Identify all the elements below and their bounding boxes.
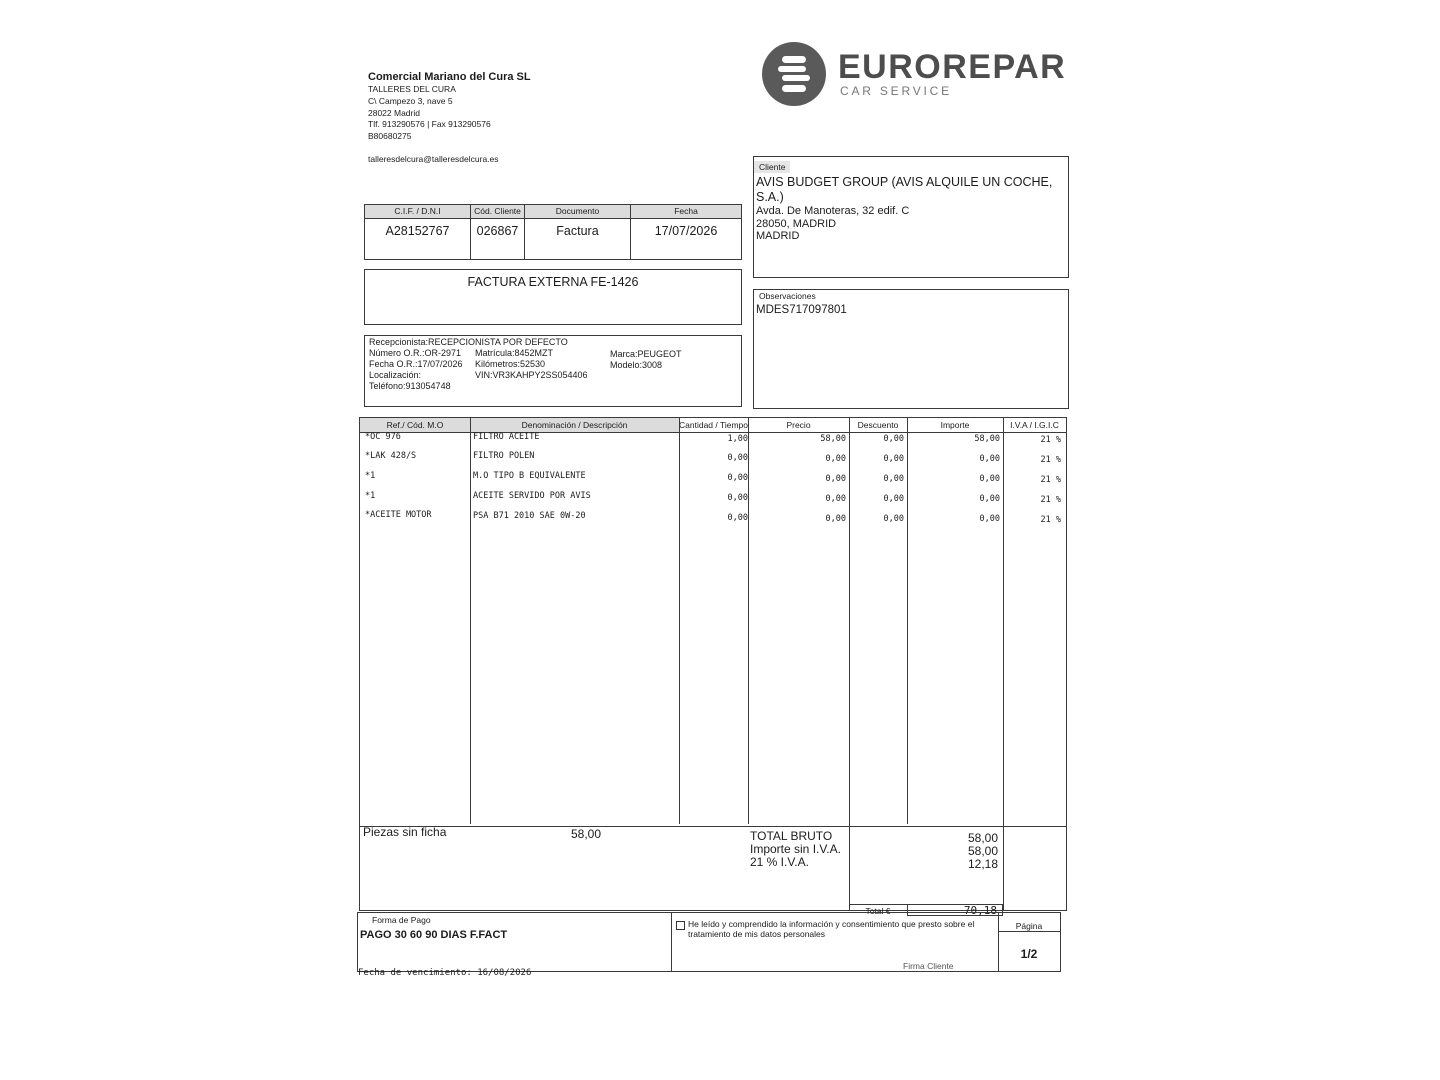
logo-mark-icon: [762, 42, 826, 106]
row-quantity: 1,00: [727, 434, 748, 444]
document-title-box: [364, 269, 742, 325]
col-header-vat: I.V.A / I.G.I.C: [1003, 418, 1066, 433]
totals-value: 12,18: [967, 857, 998, 871]
row-description: PSA B71 2010 SAE 0W-20: [473, 511, 586, 521]
reception-field: Teléfono:913054748: [369, 381, 451, 391]
due-date: Fecha de vencimiento: 16/08/2026: [358, 968, 532, 978]
row-price: 0,00: [825, 494, 846, 504]
totals-label: TOTAL BRUTO: [750, 829, 833, 843]
row-vat: 21 %: [1040, 495, 1061, 505]
row-price: 0,00: [825, 514, 846, 524]
reception-field: Fecha O.R.:17/07/2026: [369, 359, 463, 369]
company-line: Tlf. 913290576 | Fax 913290576: [368, 119, 491, 130]
row-discount: 0,00: [883, 514, 904, 524]
row-amount: 0,00: [979, 494, 1000, 504]
column-divider: [1003, 418, 1004, 910]
header-value: Factura: [556, 224, 599, 238]
header-col-date: [631, 205, 741, 259]
row-price: 0,00: [825, 474, 846, 484]
company-name: Comercial Mariano del Cura SL: [368, 71, 531, 83]
header-col-document: [525, 205, 631, 259]
row-description: FILTRO ACEITE: [473, 432, 540, 442]
row-quantity: 0,00: [727, 493, 748, 503]
row-description: M.O TIPO B EQUIVALENTE: [473, 471, 586, 481]
row-ref: *ACEITE MOTOR: [365, 510, 432, 520]
totals-divider: [360, 826, 1066, 827]
company-line: B80680275: [368, 131, 412, 142]
row-ref: *OC 976: [365, 432, 401, 442]
footer-divider: [671, 913, 672, 971]
reception-field: Marca:PEUGEOT: [610, 349, 682, 359]
row-quantity: 0,00: [727, 453, 748, 463]
reception-box: [364, 335, 742, 407]
row-ref: *1: [365, 491, 376, 501]
row-amount: 0,00: [979, 474, 1000, 484]
items-table: [359, 417, 1067, 917]
reception-field: Kilómetros:52530: [475, 359, 546, 369]
reception-field: Número O.R.:OR-2971: [369, 348, 462, 358]
header-col-cif: [365, 205, 471, 259]
consent-checkbox[interactable]: [676, 921, 685, 930]
company-email: talleresdelcura@talleresdelcura.es: [368, 154, 499, 164]
client-address-line: Avda. De Manoteras, 32 edif. C: [756, 205, 910, 217]
totals-label: 21 % I.V.A.: [750, 855, 809, 869]
col-header-ref: Ref./ Cód. M.O: [360, 418, 470, 433]
receptionist: Recepcionista:RECEPCIONISTA POR DEFECTO: [369, 337, 568, 347]
row-discount: 0,00: [883, 434, 904, 444]
col-header-discount: Descuento: [849, 418, 907, 433]
row-discount: 0,00: [883, 454, 904, 464]
company-line: C\ Campezo 3, nave 5: [368, 95, 453, 106]
row-discount: 0,00: [883, 474, 904, 484]
payment-caption: Forma de Pago: [372, 915, 431, 925]
header-value: 17/07/2026: [654, 224, 718, 238]
totals-label: Importe sin I.V.A.: [750, 842, 841, 856]
footer-box: [357, 912, 1061, 972]
client-box: [753, 156, 1069, 278]
header-value: 026867: [476, 224, 519, 238]
page-number: 1/2: [1020, 947, 1038, 961]
col-header-quantity: Cantidad / Tiempo: [679, 418, 748, 433]
eurorepar-logo: [762, 42, 1072, 108]
row-vat: 21 %: [1040, 475, 1061, 485]
row-vat: 21 %: [1040, 455, 1061, 465]
column-divider: [470, 418, 471, 824]
row-amount: 0,00: [979, 514, 1000, 524]
header-label: Documento: [525, 205, 630, 219]
document-header-table: [364, 204, 742, 260]
reception-field: Matrícula:8452MZT: [475, 348, 554, 358]
col-header-amount: Importe: [907, 418, 1003, 433]
row-amount: 0,00: [979, 454, 1000, 464]
company-block: [368, 70, 628, 143]
observations-box: [753, 289, 1069, 409]
total-value: 70,18: [907, 904, 1003, 916]
reception-field: VIN:VR3KAHPY2SS054406: [475, 370, 588, 380]
header-value: A28152767: [385, 224, 450, 238]
totals-value: 58,00: [967, 844, 998, 858]
client-address-line: 28050, MADRID: [756, 217, 837, 230]
row-amount: 58,00: [974, 434, 1000, 444]
client-name: AVIS BUDGET GROUP (AVIS ALQUILE UN COCHE, S.A.): [756, 175, 1053, 204]
column-divider: [849, 418, 850, 910]
company-line: 28022 Madrid: [368, 107, 420, 118]
row-description: ACEITE SERVIDO POR AVIS: [473, 491, 591, 501]
row-vat: 21 %: [1040, 515, 1061, 525]
reception-field: Localización:: [369, 370, 422, 380]
header-col-client-code: [471, 205, 525, 259]
client-address-line: MADRID: [756, 230, 800, 242]
pieces-label: Piezas sin ficha: [363, 825, 447, 839]
row-ref: *1: [365, 471, 376, 481]
row-price: 0,00: [825, 454, 846, 464]
row-description: FILTRO POLEN: [473, 451, 535, 461]
row-quantity: 0,00: [727, 473, 748, 483]
reception-field: Modelo:3008: [610, 360, 663, 370]
logo-tagline: CAR SERVICE: [840, 84, 952, 98]
total-label: Total €: [849, 904, 907, 917]
header-label: Cód. Cliente: [471, 205, 524, 219]
header-label: Fecha: [631, 205, 741, 219]
signature-label: Firma Cliente: [903, 961, 954, 971]
document-title: FACTURA EXTERNA FE-1426: [467, 275, 639, 289]
row-ref: *LAK 428/S: [365, 451, 417, 461]
pieces-value: 58,00: [571, 827, 602, 841]
observations-value: MDES717097801: [756, 304, 847, 316]
company-line: TALLERES DEL CURA: [368, 84, 456, 94]
header-label: C.I.F. / D.N.I: [365, 205, 470, 219]
row-vat: 21 %: [1040, 435, 1061, 445]
page-caption: Página: [998, 921, 1060, 932]
row-quantity: 0,00: [727, 513, 748, 523]
col-header-description: Denominación / Descripción: [470, 418, 679, 433]
col-header-price: Precio: [748, 418, 849, 433]
observations-caption: Observaciones: [759, 291, 816, 301]
row-discount: 0,00: [883, 494, 904, 504]
consent-text: He leído y comprendido la información y consentimiento que presto sobre el tratamiento de mis datos personales: [688, 919, 975, 939]
payment-method: PAGO 30 60 90 DIAS F.FACT: [360, 929, 508, 941]
totals-value: 58,00: [967, 831, 998, 845]
row-price: 58,00: [820, 434, 846, 444]
logo-word: EUROREPAR: [838, 48, 1067, 86]
client-caption: Cliente: [754, 161, 790, 173]
